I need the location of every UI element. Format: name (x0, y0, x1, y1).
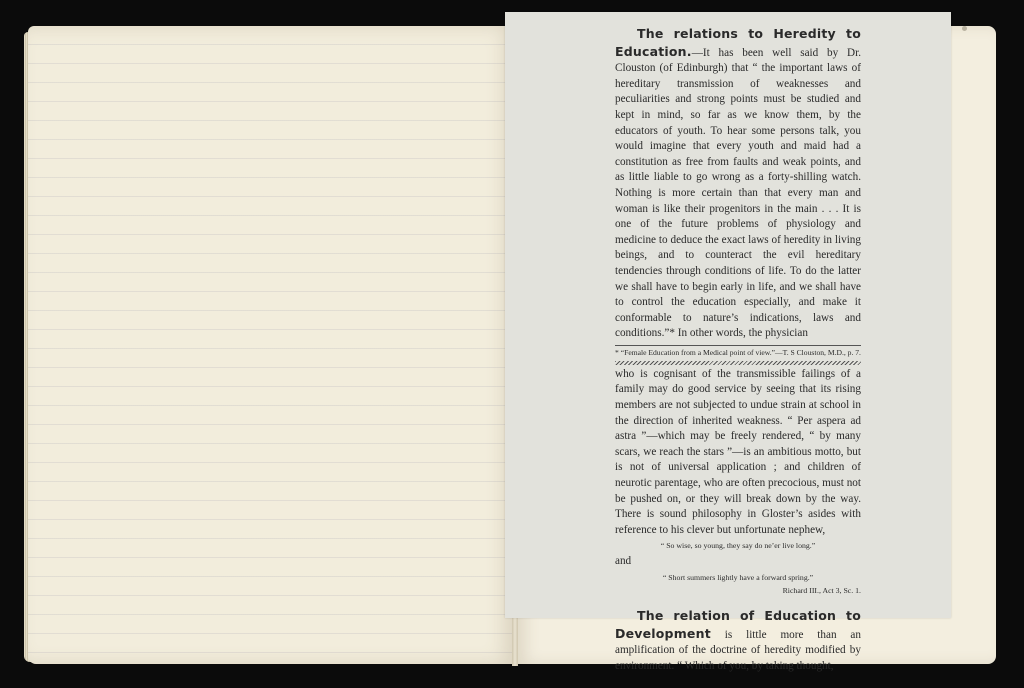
section-development (615, 608, 861, 674)
quote-citation: Richard III., Act 3, Sc. 1. (782, 586, 861, 595)
page-corner-mark (962, 26, 967, 31)
section-body: is little more than an amplification of the doctrine of heredity modified by environment. “ Which of you, by taking thought, (615, 628, 861, 672)
section-body: —It has been well said by Dr. Clouston (of Edinburgh) that “ the important laws of hereditary transmission of weaknesses and peculiarities and strong points must be studied and kept in mind, so far as we know them, by the educators of youth. To hear some persons talk, you would imagine that every youth and maid had a constitution as free from faults and weak points, and as little liable to go wrong as a forty-shilling watch. Nothing is more certain than that every man and woman is like their progenitors in the main . . . It is one of the future problems of physiology and medicine to deduce the exact laws of heredity in living beings, and to counteract the evil hereditary tendencies through conditions of life. To do the latter we shall have to begin early in life, and we shall have to control the education especially, and make it conformable to nature’s indications, laws and conditions.”* In other words, the physician (615, 46, 861, 340)
wavy-rule (615, 361, 861, 365)
conjunction-text: and (615, 555, 632, 568)
footnote: * “Female Education from a Medical point of view.”—T. S Clouston, M.D., p. 7. (615, 345, 861, 361)
section-heading: The relation of Education to Development (615, 608, 861, 641)
section-heading: The relations to Heredity to Education. (615, 26, 861, 59)
left-blank-page (28, 26, 514, 664)
verse-quote: “ Short summers lightly have a forward spring.” (662, 573, 814, 582)
clipping-text (615, 26, 861, 674)
verse-quote: “ So wise, so young, they say do ne’er live long.” (660, 541, 816, 551)
continuation-paragraph: who is cognisant of the transmissible failings of a family may do good service by seeing that its rising members are not subjected to undue strain at school in the direction of inherited weakness. “ Per aspera ad astra ”—which may be freely rendered, “ by many scars, we reach the stars ”—is an ambitious motto, but is not of universal application ; and children of neurotic parentage, who are often precocious, must not be pushed on, or they will break down by the way. There is sound philosophy in Gloster’s asides with reference to his clever but unfortunate nephew, (615, 367, 861, 536)
pasted-clipping (505, 12, 951, 672)
section-heredity (615, 26, 861, 342)
